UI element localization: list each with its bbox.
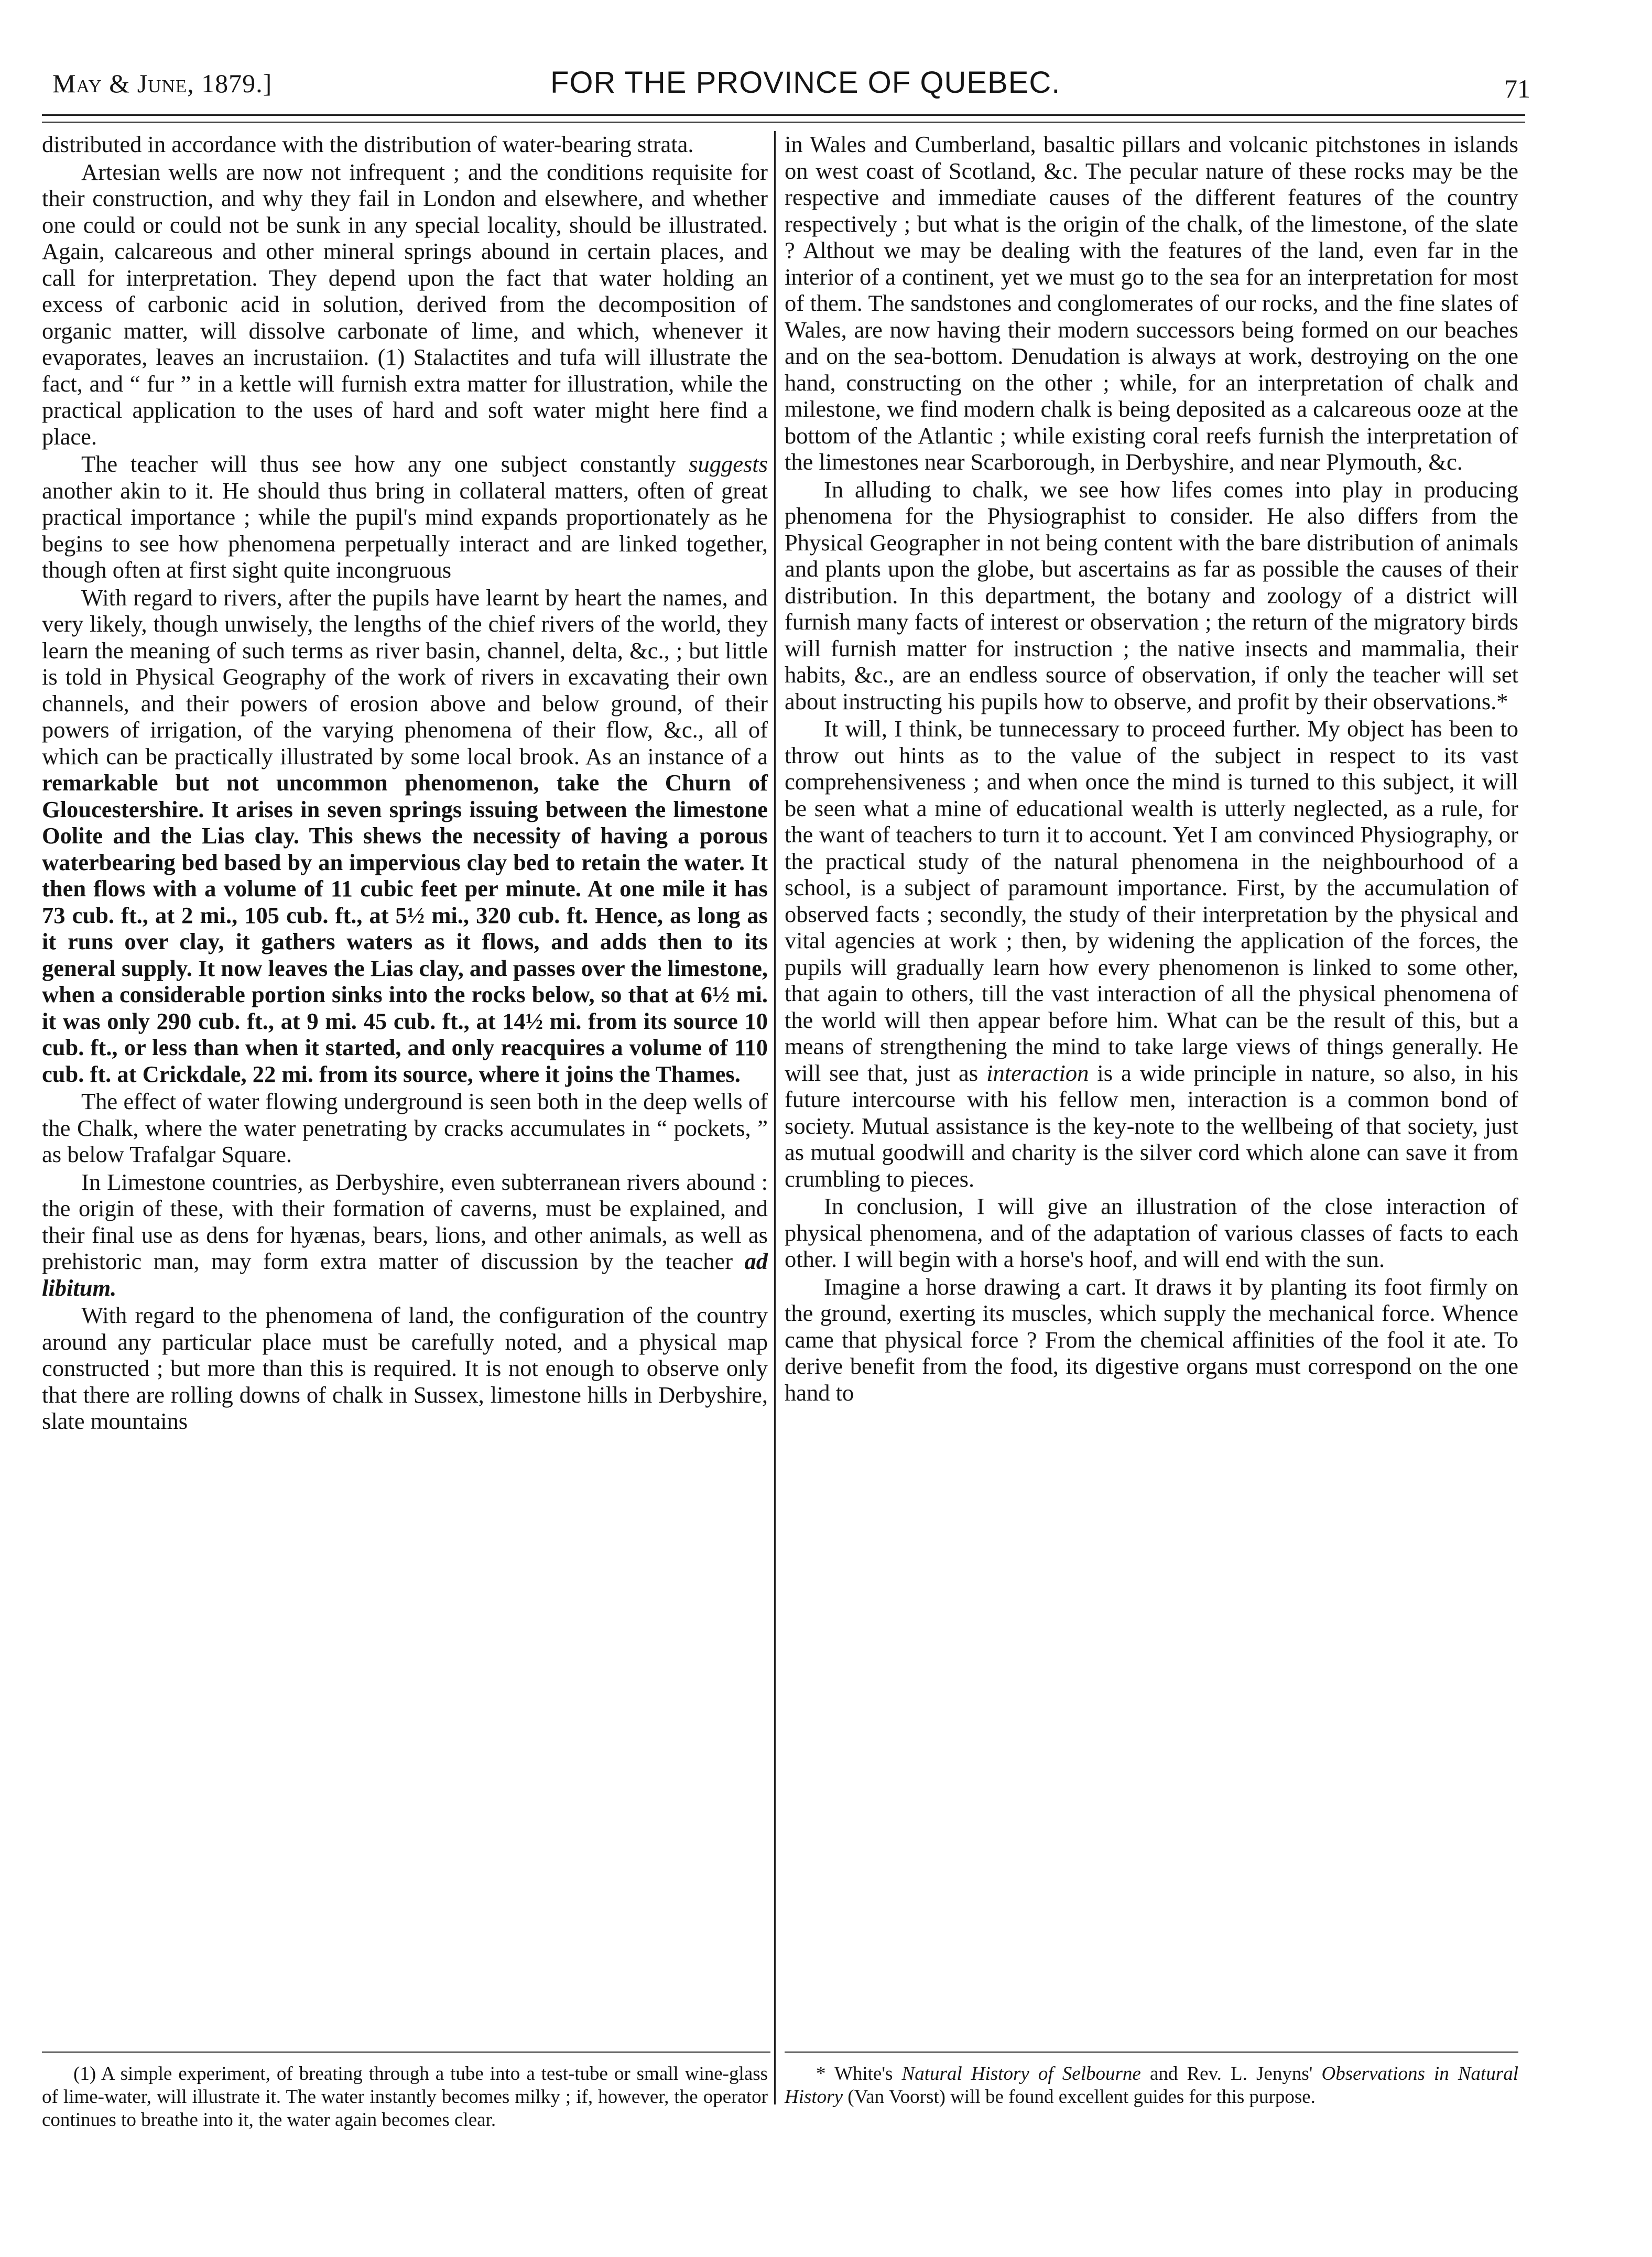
footnote-text bbox=[785, 2063, 1518, 2109]
text-run: and Rev. L. Jenyns' bbox=[1140, 2063, 1322, 2085]
paragraph bbox=[42, 584, 768, 1088]
text-run: is a wide principle in nature, so also, in his future intercourse with his fellow men, interaction is a common bond of society. Mutual assistance is the key-note to the wellbeing of that society, just as mutual goodwill and charity is the silver cord which alone can save it from crumbling to pieces. bbox=[785, 1059, 1518, 1192]
italic-text: Natural History of Selbourne bbox=[901, 2063, 1141, 2085]
paragraph: In conclusion, I will give an illustration of the close interaction of physical phenomena, and of the adaptation of various classes of facts to each other. I will begin with a horse's hoof, and will end with the sun. bbox=[785, 1193, 1518, 1272]
italic-text: suggests bbox=[689, 451, 768, 477]
paragraph bbox=[42, 1169, 768, 1301]
footnote-right bbox=[785, 2063, 1518, 2109]
italic-text: interaction bbox=[986, 1059, 1089, 1086]
paragraph bbox=[42, 451, 768, 583]
footnote-text: (1) A simple experiment, of breating through a tube into a test-tube or small wine-glass of lime-water, will illustrate it. The water instantly becomes milky ; if, however, the operator continues to breathe into it, the water again becomes clear. bbox=[42, 2063, 768, 2131]
running-header bbox=[52, 59, 1530, 106]
header-rule-double bbox=[42, 122, 1525, 123]
text-run: It will, I think, be tunnecessary to proceed further. My object has been to throw out hints as to the value of the subject in respect to its vast comprehensiveness ; and when once the mind is turned to this subject, it will be seen what a mine of educational wealth is utterly neglected, as a rule, for the want of teachers to turn it to account. Yet I am convinced Physiography, or the practical study of the natural phenomena in the neighbourhood of a school, is a subject of paramount importance. First, by the accumulation of observed facts ; secondly, the study of their interpretation by the physical and vital agencies at work ; then, by widening the application of the forces, the pupils will gradually learn how every phenomenon is linked to some other, that again to others, till the vast interaction of all the physical phenomena of the world will then appear before him. What can be the result of this, but a means of strengthening the mind to take large views of things generally. He will see that, just as bbox=[785, 715, 1518, 1086]
header-rule bbox=[42, 114, 1525, 116]
paragraph: The effect of water flowing underground is seen both in the deep wells of the Chalk, where the water penetrating by cracks accumulates in “ pockets, ” as below Trafalgar Square. bbox=[42, 1088, 768, 1167]
header-date: May & June, 1879.] bbox=[52, 69, 273, 98]
text-run: another akin to it. He should thus bring in collateral matters, often of great practical importance ; while the pupil's mind expands proportionately as he begins to see how phenomena perpetually interact and are linked together, though often at first sight quite incongruous bbox=[42, 477, 768, 583]
paragraph: Artesian wells are now not infrequent ; and the conditions requisite for their construction, and why they fail in London and elsewhere, and whether one could or could not be sunk in any special locality, should be illustrated. Again, calcareous and other mineral springs abound in certain places, and call for interpretation. They depend upon the fact that water holding an excess of carbonic acid in solution, derived from the decomposition of organic matter, will dissolve carbonate of lime, and which, whenever it evaporates, leaves an incrustaiion. (1) Stalactites and tufa will illustrate the fact, and “ fur ” in a kettle will furnish extra matter for illustration, while the practical application to the uses of hard and soft water might here find a place. bbox=[42, 158, 768, 450]
footnote-rule bbox=[785, 2052, 1518, 2053]
text-run: In Limestone countries, as Derbyshire, even subterranean rivers abound : the origin of these, with their formation of caverns, must be explained, and their final use as dens for hyænas, bears, lions, and other animals, as well as prehistoric man, may form extra matter of discussion by the teacher bbox=[42, 1168, 768, 1274]
paragraph: Imagine a horse drawing a cart. It draws it by planting its foot firmly on the ground, exerting its muscles, which supply the mechanical force. Whence came that physical force ? From the chemical affinities of the fool it ate. To derive benefit from the food, its digestive organs must correspond on the one hand to bbox=[785, 1273, 1518, 1406]
paragraph: in Wales and Cumberland, basaltic pillars and volcanic pitchstones in islands on west coast of Scotland, &c. The pecular nature of these rocks may be the respective and immediate causes of the different features of the country respectively ; but what is the origin of the chalk, of the limestone, of the slate ? Althout we may be dealing with the features of the land, even far in the interior of a continent, yet we must go to the sea for an interpretation for most of them. The sandstones and conglomerates of our rocks, and the fine slates of Wales, are now having their modern successors being formed on our beaches and on the sea-bottom. Denudation is always at work, destroying on the one hand, constructing on the other ; while, for an interpretation of chalk and milestone, we find modern chalk is being deposited as a calcareous ooze at the bottom of the Atlantic ; while existing coral reefs furnish the interpretation of the limestones near Scarborough, in Derbyshire, and near Plymouth, &c. bbox=[785, 131, 1518, 475]
paragraph: With regard to the phenomena of land, the configuration of the country around any particular place must be carefully noted, and a physical map constructed ; but more than this is required. It is not enough to observe only that there are rolling downs of chalk in Sussex, limestone hills in Derbyshire, slate mountains bbox=[42, 1302, 768, 1434]
text-run: With regard to rivers, after the pupils have learnt by heart the names, and very likely, though unwisely, the lengths of the chief rivers of the world, they learn the meaning of such terms as river basin, channel, delta, &c., ; but little is told in Physical Geography of the work of rivers in excavating their own channels, and their powers of erosion above and below ground, of their powers of irrigation, of the varying phenomena of their flow, &c., all of which can be practically illustrated by some local brook. As an instance of a bbox=[42, 584, 768, 769]
bold-text: remarkable but not uncommon phenomenon, take the Churn of Gloucestershire. It arises in seven springs issuing between the limestone Oolite and the Lias clay. This shews the necessity of having a porous waterbearing bed based by an impervious clay bed to retain the water. It then flows with a volume of 11 cubic feet per minute. At one mile it has 73 cub. ft., at 2 mi., 105 cub. ft., at 5½ mi., 320 cub. ft. Hence, as long as it runs over clay, it gathers waters as it flows, and adds then to its general supply. It now leaves the Lias clay, and passes over the limestone, when a considerable portion sinks into the rocks below, so that at 6½ mi. it was only 290 cub. ft., at 9 mi. 45 cub. ft., at 14½ mi. from its source 10 cub. ft., or less than when it started, and only reacquires a volume of 110 cub. ft. at Crickdale, 22 mi. from its source, where it joins the Thames. bbox=[42, 769, 768, 1087]
paragraph: In alluding to chalk, we see how lifes comes into play in producing phenomena for the Physiographist to consider. He also differs from the Physical Geographer in not being content with the bare distribution of animals and plants upon the globe, but ascertains as far as possible the causes of their distribution. In this department, the botany and zoology of a district will furnish many facts of interest or observation ; the return of the migratory birds will furnish matter for instruction ; the native insects and mammalia, their habits, &c., are an endless source of observation, if only the teacher will set about instructing his pupils how to observe, and profit by their observations.* bbox=[785, 476, 1518, 714]
paragraph bbox=[785, 715, 1518, 1192]
text-run: (Van Voorst) will be found excellent guides for this purpose. bbox=[843, 2086, 1316, 2108]
column-divider bbox=[774, 131, 776, 2104]
text-run: The teacher will thus see how any one subject constantly bbox=[81, 451, 689, 477]
italic-text: ad libitum. bbox=[42, 1248, 768, 1301]
italic-text: Observations in Natural History bbox=[785, 2063, 1518, 2108]
paragraph: distributed in accordance with the distribution of water-bearing strata. bbox=[42, 131, 694, 157]
text-run: * White's bbox=[816, 2063, 902, 2085]
footnote-rule bbox=[42, 2052, 770, 2053]
header-title: FOR THE PROVINCE OF QUEBEC. bbox=[550, 66, 1061, 100]
left-column bbox=[42, 131, 768, 1435]
page-number: 71 bbox=[1504, 74, 1530, 103]
right-column bbox=[785, 131, 1518, 1406]
footnote-left bbox=[42, 2063, 768, 2132]
